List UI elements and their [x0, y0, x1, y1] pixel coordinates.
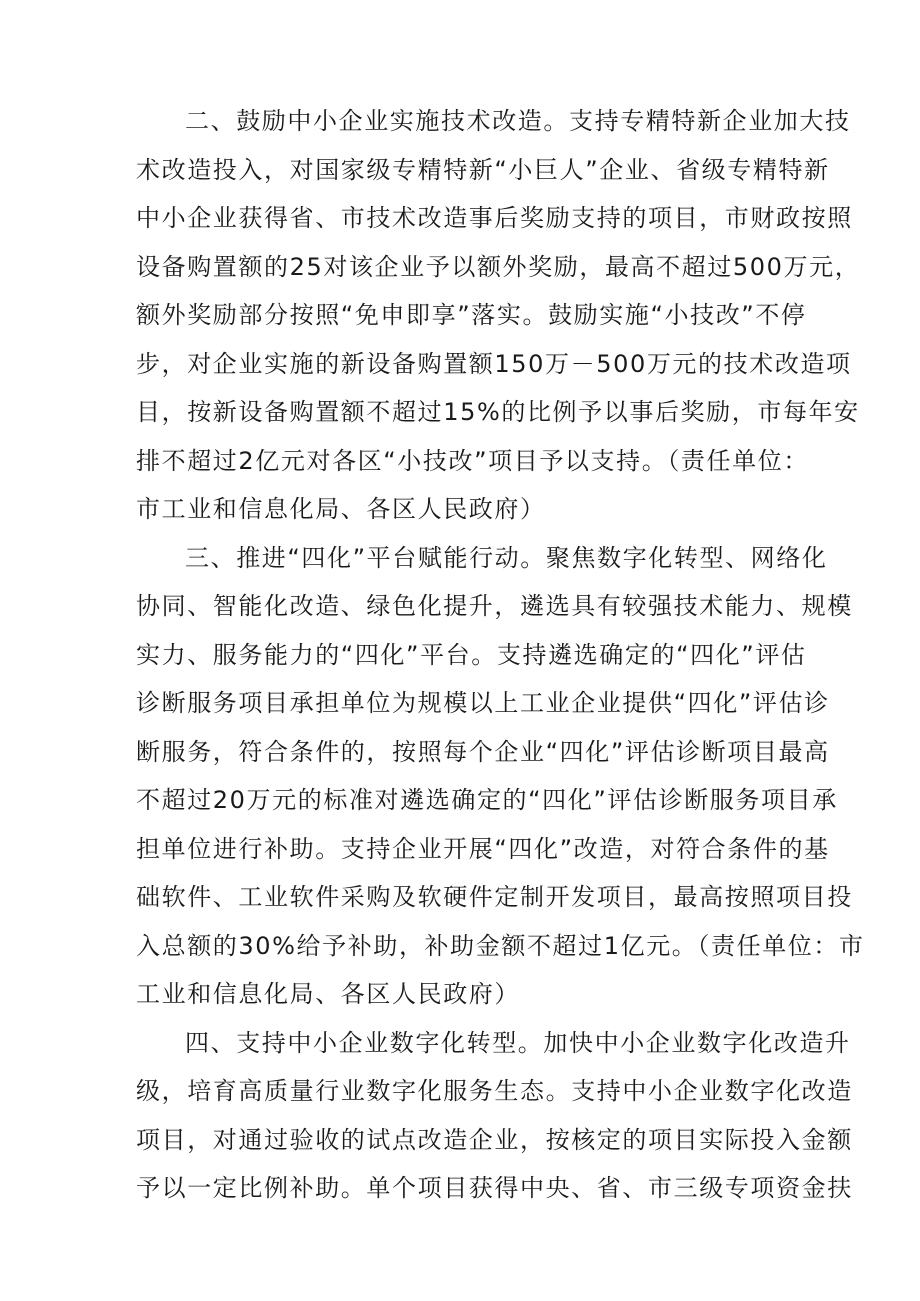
text-line: 础软件、工业软件采购及软硬件定制开发项目，最高按照项目投: [136, 883, 853, 911]
text-line: 级，培育高质量行业数字化服务生态。支持中小企业数字化改造: [136, 1077, 853, 1105]
text-line: 排不超过2亿元对各区“小技改”项目予以支持。（责任单位：: [136, 446, 809, 475]
text-line: 额外奖励部分按照“免申即享”落实。鼓励实施“小技改”不停: [136, 301, 807, 329]
text-line: 目，按新设备购置额不超过15%的比例予以事后奖励，市每年安: [136, 398, 860, 426]
text-line: 入总额的30%给予补助，补助金额不超过1亿元。（责任单位：市: [136, 931, 865, 960]
text-line: 术改造投入，对国家级专精特新“小巨人”企业、省级专精特新: [136, 155, 830, 184]
document-body: [136, 97, 865, 1213]
text-line: 不超过20万元的标准对遴选确定的“四化”评估诊断服务项目承: [136, 786, 838, 814]
text-line: 中小企业获得省、市技术改造事后奖励支持的项目，市财政按照: [136, 204, 853, 232]
text-line: 诊断服务项目承担单位为规模以上工业企业提供“四化”评估诊: [136, 689, 830, 717]
text-line: 担单位进行补助。支持企业开展“四化”改造，对符合条件的基: [136, 834, 830, 863]
paragraph-tech-upgrade: [136, 97, 861, 534]
text-line: 实力、服务能力的“四化”平台。支持遴选确定的“四化”评估: [136, 640, 807, 669]
text-line: 项目，对通过验收的试点改造企业，按核定的项目实际投入金额: [136, 1125, 853, 1154]
text-line: 步，对企业实施的新设备购置额150万－500万元的技术改造项: [136, 349, 852, 378]
text-line: 断服务，符合条件的，按照每个企业“四化”评估诊断项目最高: [136, 737, 830, 766]
text-line: 设备购置额的25对该企业予以额外奖励，最高不超过500万元，: [136, 252, 861, 281]
text-line: 工业和信息化局、各区人民政府）: [136, 980, 520, 1008]
text-line: 协同、智能化改造、绿色化提升，遴选具有较强技术能力、规模: [136, 592, 853, 620]
text-line: 二、鼓励中小企业实施技术改造。支持专精特新企业加大技: [185, 107, 851, 135]
paragraph-four-modernizations: [136, 534, 865, 1019]
paragraph-digital-transformation: [136, 1019, 853, 1213]
text-line: 市工业和信息化局、各区人民政府）: [136, 495, 546, 523]
text-line: 四、支持中小企业数字化转型。加快中小企业数字化改造升: [185, 1028, 851, 1057]
text-line: 三、推进“四化”平台赋能行动。聚焦数字化转型、网络化: [185, 543, 828, 572]
text-line: 予以一定比例补助。单个项目获得中央、省、市三级专项资金扶: [136, 1174, 853, 1202]
